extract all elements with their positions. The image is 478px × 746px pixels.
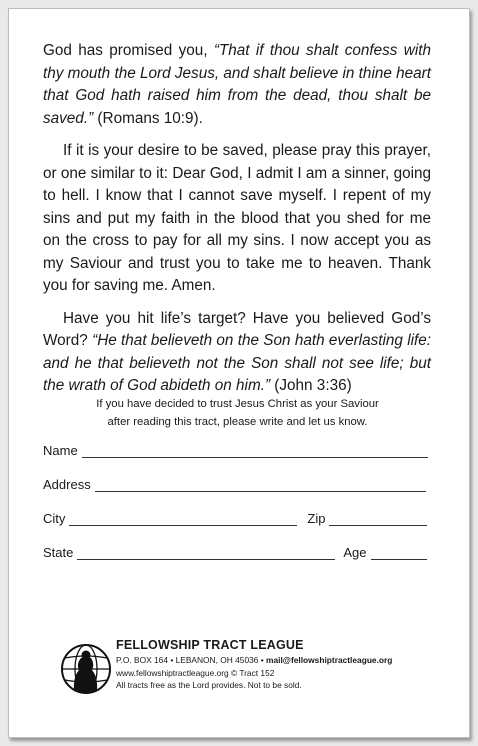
footer xyxy=(60,637,450,707)
address-label: Address xyxy=(43,477,91,492)
address-line[interactable] xyxy=(95,477,426,492)
state-age-row xyxy=(43,542,427,560)
response-instructions: If you have decided to trust Jesus Christ as your Saviour after reading this tract, please write and let us know. xyxy=(96,398,379,428)
paragraph-john: Have you hit life’s target? Have you believed God’s Word? “He that believeth on the Son hath everlasting life: and he that believeth not the Son shall not see life; but the wrath of God abideth on him.” (John 3:36) xyxy=(43,309,431,394)
paragraph-prayer: If it is your desire to be saved, please pray this prayer, or one similar to it: Dear God, I admit I am a sinner, going to hell. I know that I cannot save myself. I repent of my sins and put my faith in the blood that you shed for me on the cross to pay for all my sins. I now accept you as my Saviour and trust you to take me to heaven. Thank you for saving me. Amen. xyxy=(43,142,431,294)
footer-text xyxy=(116,637,392,692)
age-label: Age xyxy=(343,545,367,560)
globe-figure-logo-icon xyxy=(60,643,112,695)
zip-line[interactable] xyxy=(329,511,427,526)
city-label: City xyxy=(43,511,66,526)
paragraph-romans: God has promised you, “That if thou shalt confess with thy mouth the Lord Jesus, and shalt believe in thine heart that God hath raised him from the dead, thou shalt be saved.” (Romans 10:9). xyxy=(43,42,431,127)
free-notice: All tracts free as the Lord provides. Not to be sold. xyxy=(116,680,302,691)
org-name: FELLOWSHIP TRACT LEAGUE xyxy=(116,638,304,652)
tract-body xyxy=(43,40,431,408)
name-row xyxy=(43,440,428,458)
website-line[interactable]: www.fellowshiptractleague.org © Tract 152 xyxy=(116,667,275,678)
city-line[interactable] xyxy=(69,511,297,526)
name-label: Name xyxy=(43,443,78,458)
name-line[interactable] xyxy=(82,443,428,458)
email-link[interactable]: mail@fellowshiptractleague.org xyxy=(266,655,393,665)
romans-quote: “That if thou shalt confess with thy mouth the Lord Jesus, and shalt believe in thine heart that God hath raised him from the dead, thou shalt be saved.” xyxy=(43,42,431,127)
address-row xyxy=(43,474,426,492)
zip-label: Zip xyxy=(307,511,326,526)
mailing-address: P.O. BOX 164 • LEBANON, OH 45036 • mail@fellowshiptractleague.org xyxy=(116,655,393,665)
city-zip-row xyxy=(43,508,427,526)
state-label: State xyxy=(43,545,74,560)
state-line[interactable] xyxy=(77,545,335,560)
age-line[interactable] xyxy=(371,545,427,560)
john-quote: “He that believeth on the Son hath everlasting life: and he that believeth not the Son shall not see life; but the wrath of God abideth on him.” xyxy=(43,332,431,394)
